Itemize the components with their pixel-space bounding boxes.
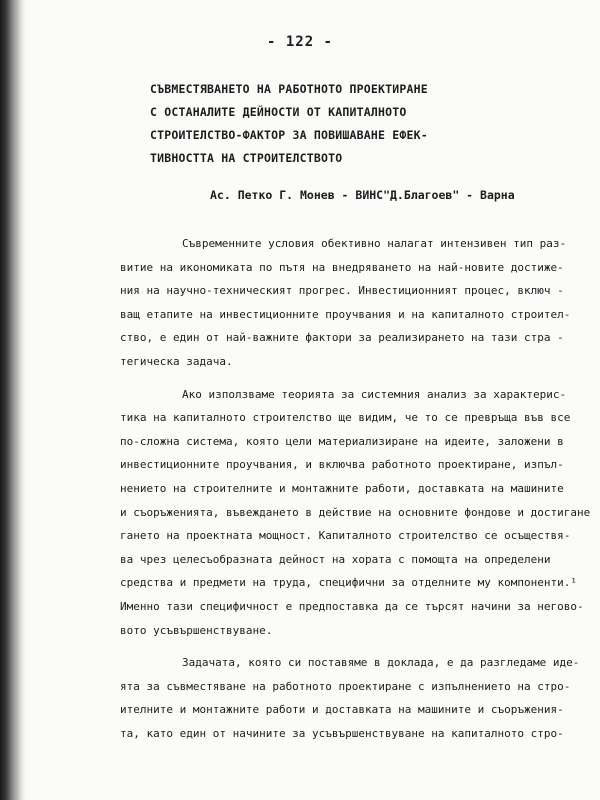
text-line: Именно тази специфичност е предпоставка да се търсят начини за негово- [120, 599, 584, 613]
text-line: средства и предмети на труда, специфични за отделните му компоненти.¹ [120, 576, 577, 590]
text-line: Задачата, която си поставяме в доклада, е да разгледаме иде- [182, 656, 580, 670]
text-line: по-сложна система, която цели материализиране на идеите, заложени в [120, 434, 564, 448]
text-line: ващ етапите на инвестиционните проучвания и на капиталното строител- [120, 307, 571, 321]
text-line: ята за съвместяване на работното проектиране с изпълнението на стро- [120, 679, 571, 693]
text-line: тегическа задача. [120, 354, 233, 368]
text-line: тика на капиталното строителство ще видим, че то се превръща във все [120, 411, 571, 425]
text-line: вото усъвършенствуване. [120, 623, 273, 637]
text-line: Ако използваме теорията за системния анализ за характерис- [182, 387, 567, 401]
scan-binding-edge [0, 0, 26, 800]
text-line: инвестиционните проучвания, и включва работното проектиране, изпъл- [120, 458, 564, 472]
author-line: Ас. Петко Г. Монев - ВИНС"Д.Благоев" - Варна [210, 188, 515, 202]
body-text [120, 232, 598, 745]
text-line: нението на строителните и монтажните работи, доставката на машините [120, 481, 564, 495]
text-line: ва чрез целесъобразната дейност на хората с помощта на определени [120, 552, 551, 566]
title-line: СЪВМЕСТЯВАНЕТО НА РАБОТНОТО ПРОЕКТИРАНЕ [150, 82, 428, 96]
title-line: С ОСТАНАЛИТЕ ДЕЙНОСТИ ОТ КАПИТАЛНОТО [150, 105, 407, 119]
text-line: ителните и монтажните работи и доставката на машините и съоръжения- [120, 703, 564, 717]
page-number: - 122 - [266, 34, 333, 50]
text-line: ния на научно-техническият прогрес. Инвестиционният процес, включ - [120, 284, 564, 298]
text-line: ство, е един от най-важните фактори за реализирането на тази стра - [120, 331, 564, 345]
text-line: витие на икономиката по пътя на внедряването на най-новите достиже- [120, 260, 564, 274]
text-line: и съоръженията, въвеждането в действие на основните фондове и достигане [120, 505, 591, 519]
title-line: СТРОИТЕЛСТВО-ФАКТОР ЗА ПОВИШАВАНЕ ЕФЕК- [150, 128, 428, 142]
text-line: гането на проектната мощност. Капиталното строителство се осъществя- [120, 529, 571, 543]
text-line: та, като един от начините за усъвършенствуване на капиталното стро- [120, 726, 564, 740]
text-line: Съвременните условия обективно налагат интензивен тип раз- [182, 237, 567, 250]
document-title [150, 78, 570, 170]
title-line: ТИВНОСТТА НА СТРОИТЕЛСТВОТО [150, 151, 343, 165]
